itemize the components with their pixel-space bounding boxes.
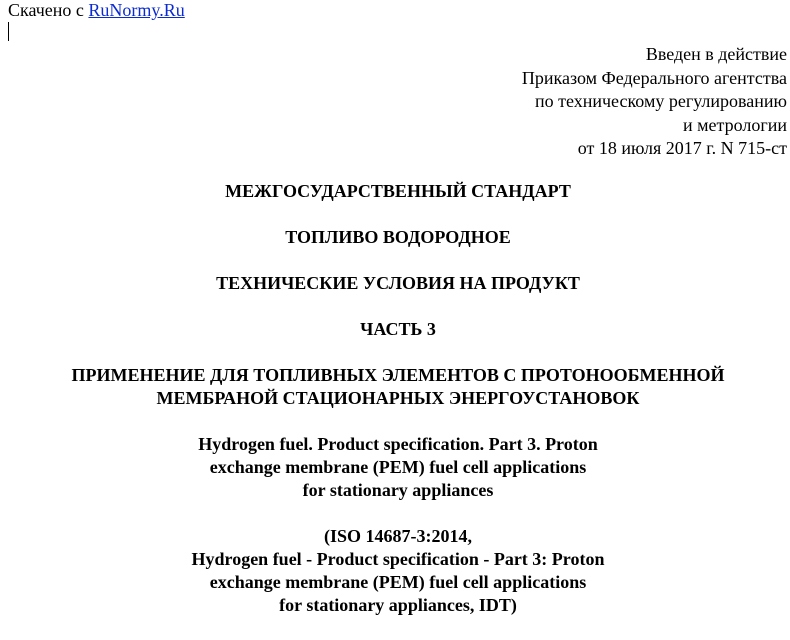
english-title-line: exchange membrane (PEM) fuel cell applications [209, 457, 587, 477]
iso-reference-line: exchange membrane (PEM) fuel cell applications [209, 572, 587, 592]
standard-type-heading [0, 180, 790, 203]
standard-subtitle: ТЕХНИЧЕСКИЕ УСЛОВИЯ НА ПРОДУКТ [216, 273, 580, 293]
standard-part-heading [0, 318, 790, 341]
enactment-line: и метрологии [683, 114, 787, 135]
application-heading [0, 364, 790, 410]
enactment-line: от 18 июля 2017 г. N 715-ст [577, 138, 787, 159]
english-title-block [0, 433, 790, 502]
iso-reference-line: Hydrogen fuel - Product specification - Part 3: Proton [191, 549, 605, 569]
enactment-line: по техническому регулированию [534, 91, 787, 112]
english-title-line: Hydrogen fuel. Product specification. Part 3. Proton [198, 434, 598, 454]
standard-part: ЧАСТЬ 3 [360, 319, 436, 339]
english-title-line: for stationary appliances [302, 480, 494, 500]
runormy-link[interactable]: RuNormy.Ru [88, 0, 185, 20]
download-source [8, 0, 185, 20]
iso-reference-line: for stationary appliances, IDT) [279, 595, 517, 615]
iso-reference-block [0, 525, 790, 617]
standard-type: МЕЖГОСУДАРСТВЕННЫЙ СТАНДАРТ [225, 181, 571, 201]
download-source-prefix: Скачено с [8, 0, 84, 20]
enactment-line: Введен в действие [645, 44, 787, 64]
iso-reference-line: (ISO 14687-3:2014, [324, 526, 472, 546]
application-line: ПРИМЕНЕНИЕ ДЛЯ ТОПЛИВНЫХ ЭЛЕМЕНТОВ С ПРОТОНООБМЕННОЙ [71, 365, 725, 385]
enactment-block [522, 43, 787, 161]
standard-subtitle-heading [0, 272, 790, 295]
application-line: МЕМБРАНОЙ СТАЦИОНАРНЫХ ЭНЕРГОУСТАНОВОК [156, 388, 640, 408]
text-cursor [8, 22, 9, 41]
enactment-line: Приказом Федерального агентства [521, 67, 787, 88]
standard-title: ТОПЛИВО ВОДОРОДНОЕ [285, 227, 511, 247]
standard-title-heading [0, 226, 790, 249]
